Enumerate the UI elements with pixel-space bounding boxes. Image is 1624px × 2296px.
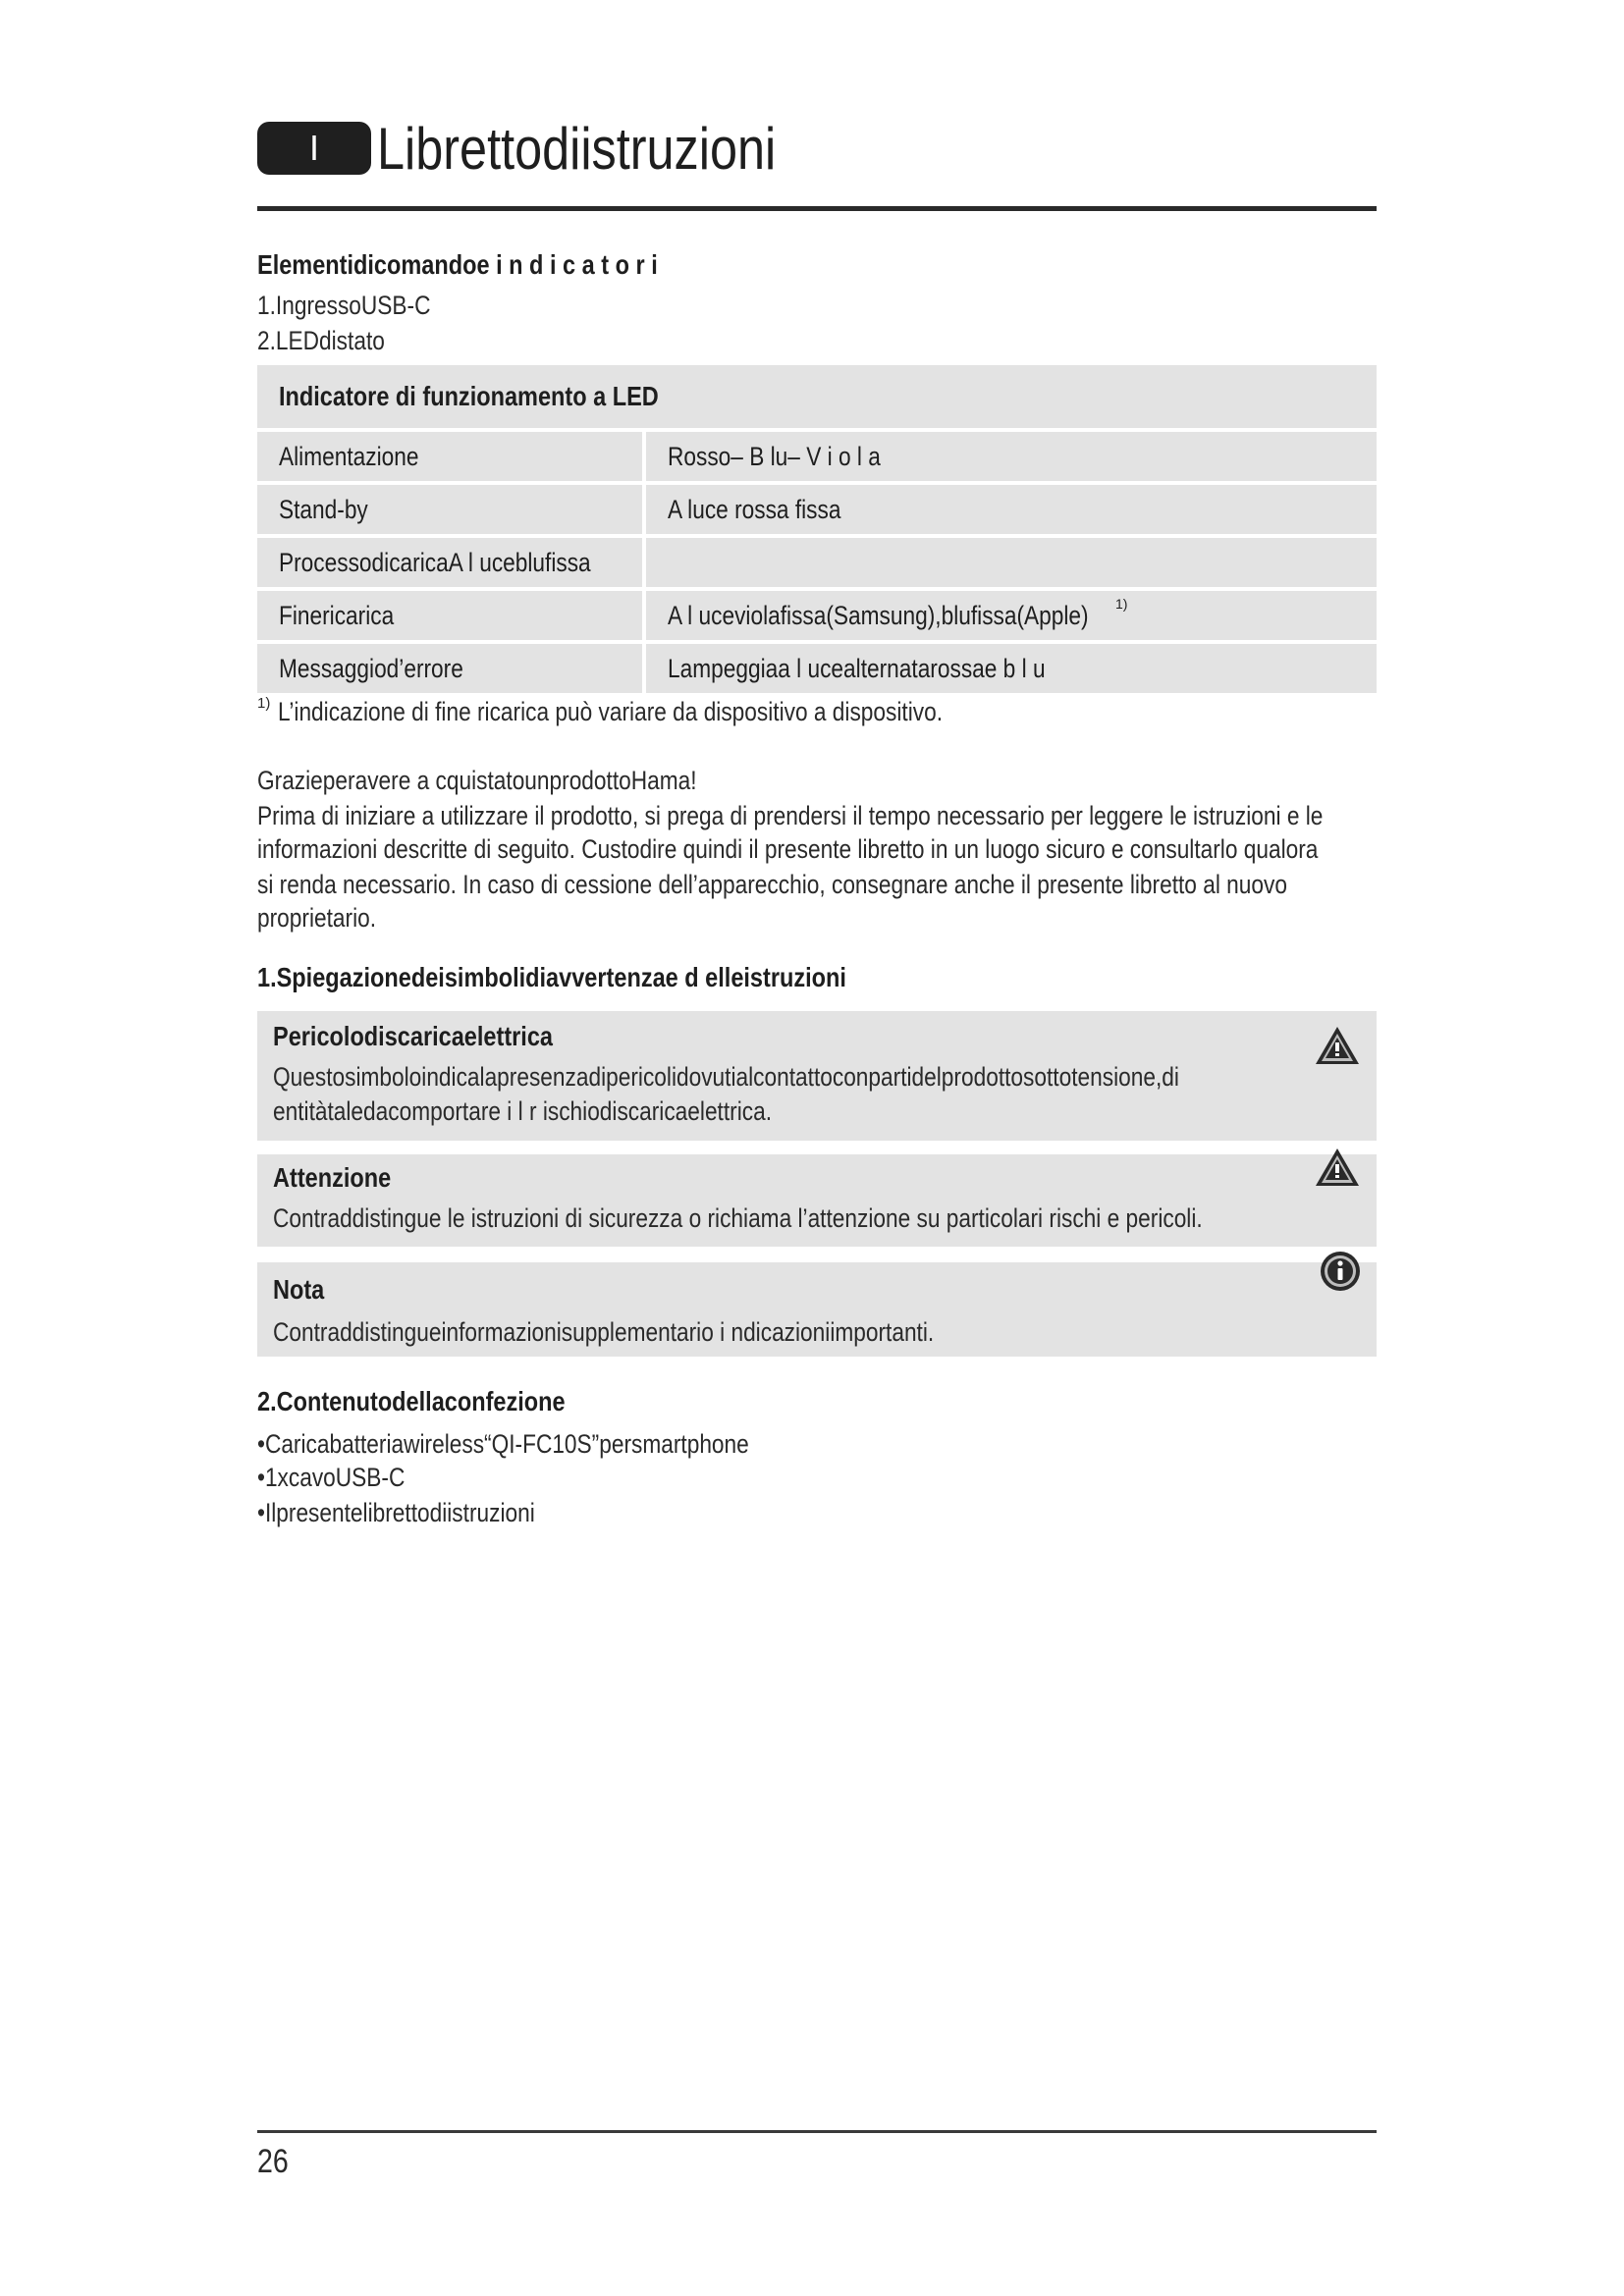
note-box (257, 1262, 1377, 1357)
warning-triangle-icon (1314, 1147, 1361, 1188)
header-rule (257, 206, 1377, 211)
package-item: •Caricabatteriawireless“QI-FC10S”persmartphone (257, 1429, 749, 1459)
controls-item: 2.LEDdistato (257, 326, 385, 355)
led-row-label: Finericarica (257, 591, 642, 640)
attention-title: Attenzione (273, 1162, 392, 1193)
section-2-heading: 2.Contenutodellaconfezione (257, 1386, 566, 1416)
danger-title: Pericolodiscaricaelettrica (273, 1021, 554, 1051)
table-row (257, 644, 1377, 693)
footnote-mark: 1) (257, 695, 271, 712)
language-tab (257, 122, 371, 175)
intro-line: si renda necessario. In caso di cessione dell’apparecchio, consegnare anche il presente libretto al nuovo (257, 870, 1287, 899)
danger-text-line: Questosimboloindicalapresenzadipericolidovutialcontattoconpartidelprodottosottotensione,di (273, 1062, 1179, 1092)
table-row (257, 538, 1377, 587)
led-row-value (646, 538, 1377, 587)
controls-heading: Elementidicomandoe i n d i c a t o r i (257, 249, 658, 280)
led-row-value: Lampeggiaa l ucealternatarossae b l u (646, 644, 1377, 693)
document-title: Librettodiistruzioni (377, 116, 777, 182)
info-circle-icon (1320, 1251, 1361, 1292)
table-row (257, 591, 1377, 640)
led-row-value: A luce rossa fissa (646, 485, 1377, 534)
attention-box (257, 1154, 1377, 1247)
language-tab-label: I (308, 128, 319, 168)
led-table-header: Indicatore di funzionamento a LED (257, 365, 1377, 428)
table-row (257, 432, 1377, 481)
intro-line: Prima di iniziare a utilizzare il prodotto, si prega di prendersi il tempo necessario per leggere le istruzioni e le (257, 801, 1324, 830)
danger-box (257, 1011, 1377, 1141)
led-row-value: Rosso– B lu– V i o l a (646, 432, 1377, 481)
warning-triangle-icon (1314, 1025, 1361, 1066)
section-1-heading: 1.Spiegazionedeisimbolidiavvertenzae d elleistruzioni (257, 962, 846, 992)
page-number: 26 (257, 2143, 289, 2180)
note-title: Nota (273, 1274, 325, 1305)
footer-rule (257, 2130, 1377, 2133)
danger-text-line: entitàtaledacomportare i l r ischiodiscaricaelettrica. (273, 1096, 773, 1126)
intro-line: informazioni descritte di seguito. Custodire quindi il presente libretto in un luogo sicuro e consultarlo qualora (257, 834, 1319, 864)
led-row-label: Stand-by (257, 485, 642, 534)
led-row-label: Alimentazione (257, 432, 642, 481)
led-status-table (257, 365, 1377, 693)
intro-line: proprietario. (257, 903, 377, 933)
attention-text: Contraddistingue le istruzioni di sicurezza o richiama l’attenzione su particolari rischi e pericoli. (273, 1203, 1203, 1233)
table-footnote: $^{1)}$ L’indicazione di fine ricarica può variare da dispositivo a dispositivo. (257, 695, 943, 726)
thanks-line: Grazieperavere a cquistatounprodottoHama! (257, 766, 697, 795)
controls-item: 1.IngressoUSB-C (257, 291, 431, 320)
package-item: •1xcavoUSB-C (257, 1463, 406, 1492)
led-row-label: ProcessodicaricaA l uceblufissa (257, 538, 642, 587)
led-row-label: Messaggiod’errore (257, 644, 642, 693)
package-item: •Ilpresentelibrettodiistruzioni (257, 1498, 535, 1527)
table-row (257, 485, 1377, 534)
led-row-value: A l uceviolafissa(Samsung),blufissa(Apple) 1) (646, 591, 1377, 640)
note-text: Contraddistingueinformazionisupplementario i ndicazioniimportanti. (273, 1317, 935, 1347)
footnote-reference: 1) (1115, 596, 1128, 612)
